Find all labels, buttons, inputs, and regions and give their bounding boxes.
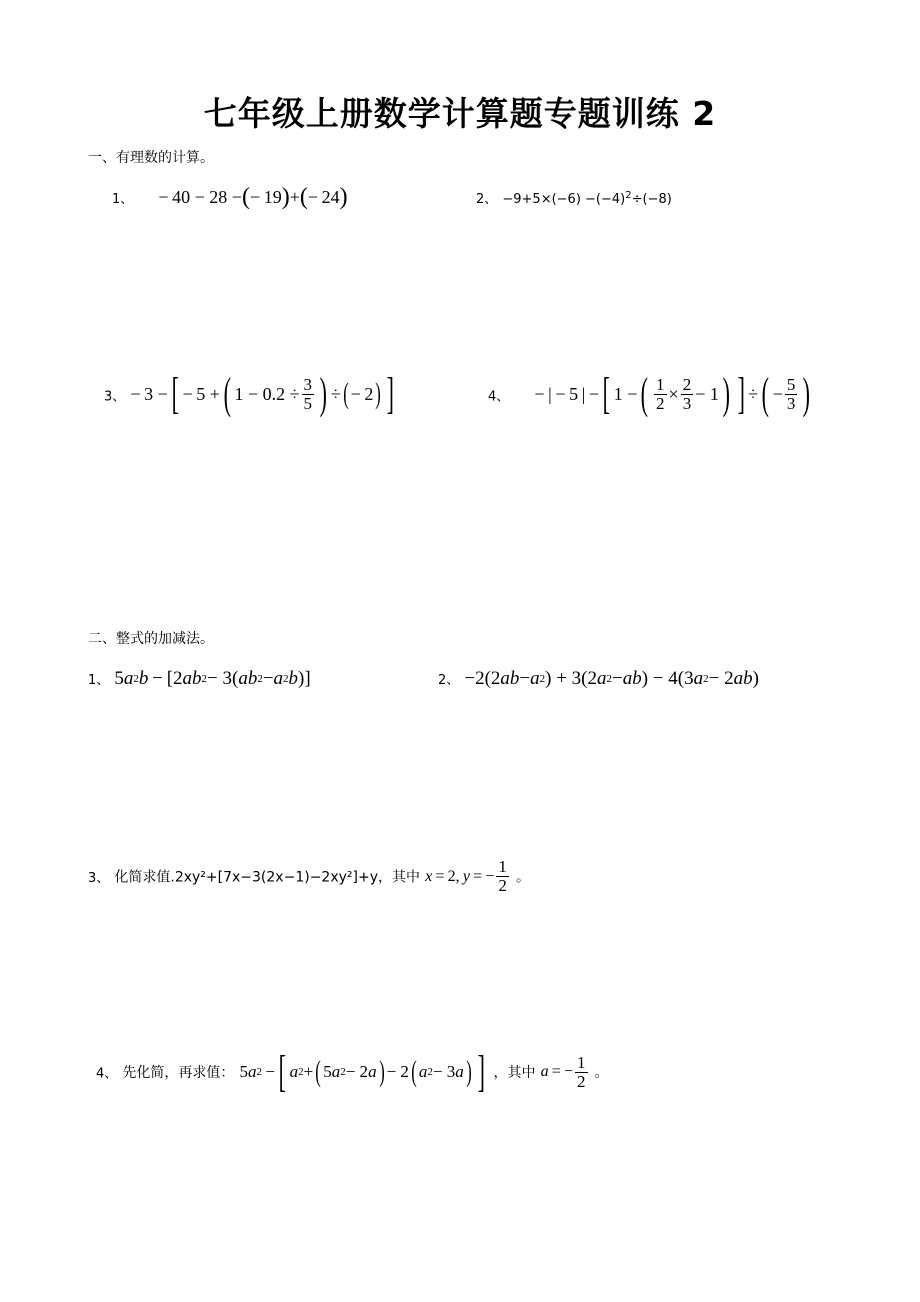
problem-label: 3、	[104, 389, 126, 405]
problem-instruction: 化简求值.2xy²+[7x−3(2x−1)−2xy²]+y，其中	[114, 869, 420, 886]
problem-label: 1、	[112, 192, 134, 207]
problem-1-4	[488, 369, 814, 418]
problem-end: 。	[594, 1065, 609, 1081]
problem-1-3	[104, 369, 398, 418]
problem-1-1	[112, 184, 348, 211]
problem-expression: − 3 − [ − 5 + ( 1 − 0.2 ÷ $\frac{3}{5}$ ) ÷ ( − 2 ) ]	[130, 369, 395, 418]
problem-label: 1、	[88, 673, 110, 688]
problem-2-2	[438, 668, 759, 690]
problem-2-3	[88, 858, 530, 895]
problem-label: 2、	[476, 192, 498, 207]
problem-label: 3、	[88, 871, 110, 886]
problem-expression: −2(2 ab − a 2 ) + 3(2 a 2 − ab ) − 4(3 a 2 − 2 ab )	[464, 668, 759, 689]
section-heading-polynomial: 二、整式的加减法。	[88, 631, 214, 647]
problem-condition: x = 2, y = − $\frac{1}{2}$	[425, 857, 507, 895]
problem-1-2	[476, 188, 672, 207]
problem-expression: 5 a 2 b − [2 ab 2 − 3( ab 2 − a 2 b )]	[114, 668, 311, 689]
problem-expression: $-9+5\times(-6) -(-4)^2\div(-8)$	[502, 190, 672, 207]
problem-expression: − 40 − 28 − ( − 19 ) + ( − 24 )	[158, 184, 348, 210]
section-heading-rational: 一、有理数的计算。	[88, 150, 214, 166]
problem-connector: ，其中	[493, 1065, 536, 1081]
problem-instruction: 先化简，再求值：	[122, 1065, 235, 1081]
problem-condition: a = − $\frac{1}{2}$	[540, 1052, 586, 1091]
problem-2-1	[88, 668, 311, 690]
problem-label: 4、	[488, 389, 510, 405]
problem-label: 2、	[438, 673, 460, 688]
problem-expression: 5 a 2 − [ a 2 + ( 5 a 2 − 2 a ) − 2 ( a 2 − 3 a ) ]	[239, 1047, 485, 1096]
problem-expression: − | − 5 | − [ 1 − ( $\frac{1}{2}$ × $\frac{2}{3}$ − 1 ) ] ÷ ( − $\frac{5}{3}$ )	[534, 369, 811, 418]
problem-label: 4、	[96, 1066, 118, 1082]
problem-end: 。	[516, 869, 530, 886]
page-title: 七年级上册数学计算题专题训练 2	[203, 94, 717, 133]
problem-2-4	[96, 1047, 609, 1096]
